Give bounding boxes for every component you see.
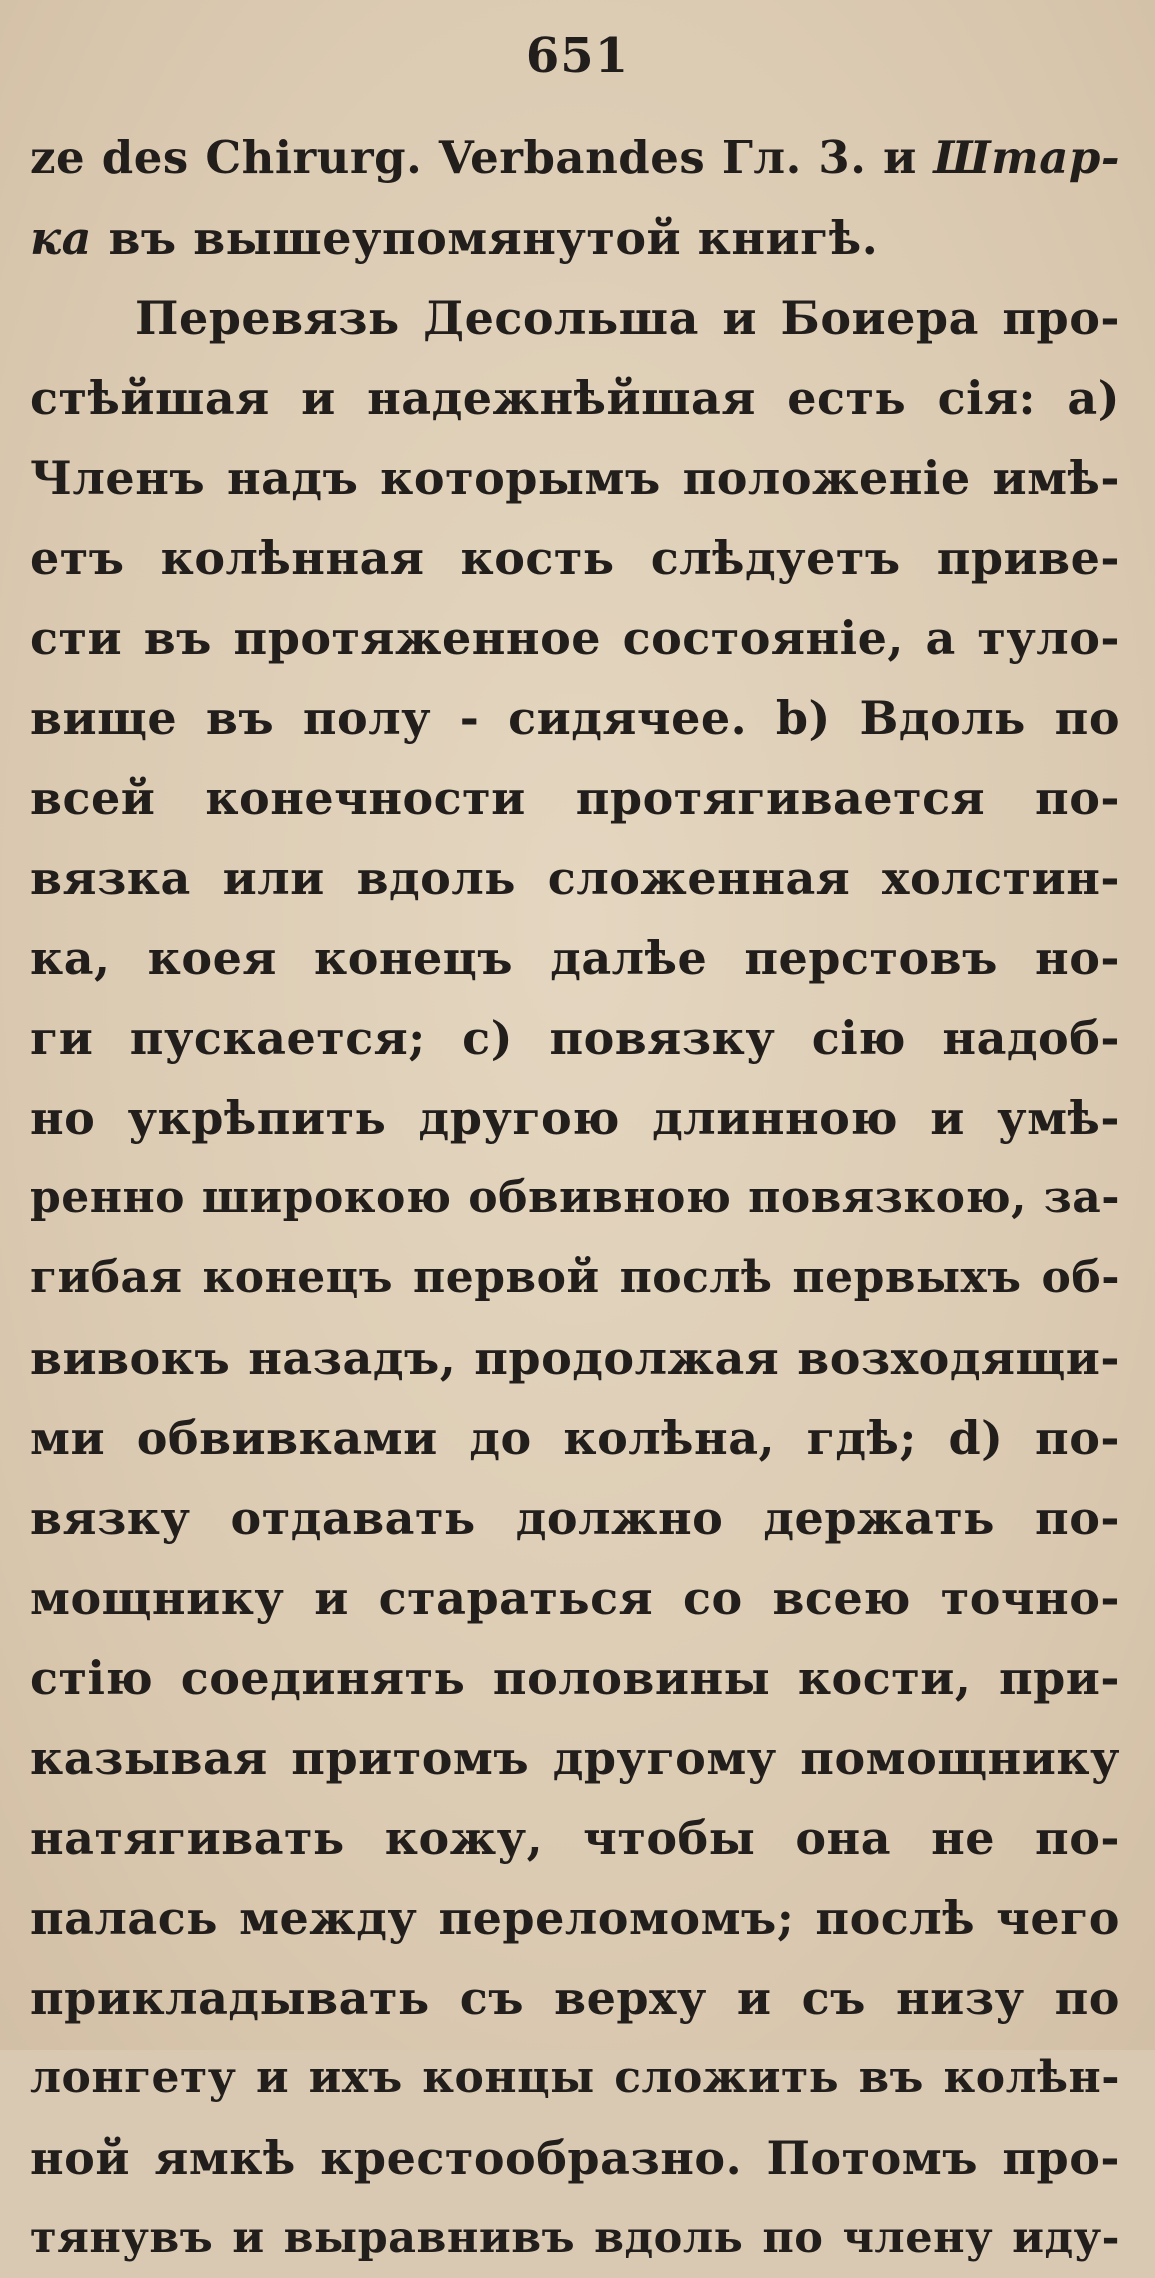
text-line (30, 2118, 1120, 2198)
text-line (30, 278, 1120, 358)
text-segment: но укрѣпить другою длинною и умѣ- (30, 1091, 1120, 1145)
text-segment: натягивать кожу, чтобы она не по- (30, 1811, 1120, 1865)
text-segment: вязка или вдоль сложенная холстин- (30, 851, 1120, 905)
text-line (30, 2198, 1120, 2278)
text-line (30, 1158, 1120, 1238)
text-segment: мощнику и стараться со всею точно- (30, 1571, 1120, 1625)
text-line (30, 758, 1120, 838)
text-segment: гибая конецъ первой послѣ первыхъ об- (30, 1252, 1120, 1303)
body-text (30, 118, 1120, 2278)
text-line (30, 358, 1120, 438)
text-line (30, 1958, 1120, 2038)
text-segment: вивокъ назадъ, продолжая возходящи- (30, 1331, 1120, 1385)
text-line (30, 1718, 1120, 1798)
text-line (30, 998, 1120, 1078)
page-number: 651 (525, 28, 630, 84)
text-line (30, 1798, 1120, 1878)
text-line (30, 118, 1120, 198)
text-segment: прикладывать съ верху и съ низу по (30, 1971, 1120, 2025)
text-line (30, 1878, 1120, 1958)
text-line (30, 678, 1120, 758)
text-line (30, 198, 1120, 278)
text-segment: лонгету и ихъ концы сложить въ колѣн- (30, 2052, 1120, 2103)
text-segment: ми обвивками до колѣна, гдѣ; d) по- (30, 1411, 1120, 1465)
text-line (30, 1558, 1120, 1638)
text-segment: въ вышеупомянутой книгѣ. (91, 211, 879, 265)
text-line (30, 518, 1120, 598)
text-line (30, 1078, 1120, 1158)
text-segment: ренно широкою обвивною повязкою, за- (30, 1172, 1120, 1223)
text-segment: ги пускается; c) повязку сію надоб- (30, 1011, 1120, 1065)
text-segment: палась между переломомъ; послѣ чего (30, 1891, 1120, 1945)
italic-text: ка (30, 211, 92, 265)
text-line (30, 1638, 1120, 1718)
text-segment: ной ямкѣ крестообразно. Потомъ про- (30, 2131, 1120, 2185)
text-segment: вище въ полу - сидячее. b) Вдоль по (30, 691, 1120, 745)
text-line (30, 838, 1120, 918)
text-line (30, 1478, 1120, 1558)
text-line (30, 598, 1120, 678)
text-segment: Членъ надъ которымъ положеніе имѣ- (30, 451, 1120, 505)
text-segment: тянувъ и выравнивъ вдоль по члену иду- (30, 2213, 1120, 2263)
text-segment: стѣйшая и надежнѣйшая есть сія: a) (30, 371, 1120, 425)
text-line (30, 1318, 1120, 1398)
text-line (30, 1398, 1120, 1478)
text-segment: казывая притомъ другому помощнику (30, 1731, 1120, 1785)
italic-text: Штар- (933, 131, 1120, 184)
text-line (30, 2038, 1120, 2118)
text-segment: сти въ протяженное состояніе, а туло- (30, 611, 1120, 665)
text-segment: Перевязь Десольша и Боиера про- (135, 291, 1120, 345)
text-segment: етъ колѣнная кость слѣдуетъ приве- (30, 531, 1120, 585)
text-line (30, 1238, 1120, 1318)
text-segment: ка, коея конецъ далѣе перстовъ но- (30, 931, 1120, 985)
text-segment: ze des Chirurg. Verbandes Гл. 3. и (30, 131, 934, 184)
text-line (30, 438, 1120, 518)
text-segment: вязку отдавать должно держать по- (30, 1491, 1120, 1545)
text-line (30, 918, 1120, 998)
text-segment: стію соединять половины кости, при- (30, 1651, 1120, 1705)
text-segment: всей конечности протягивается по- (30, 771, 1120, 825)
